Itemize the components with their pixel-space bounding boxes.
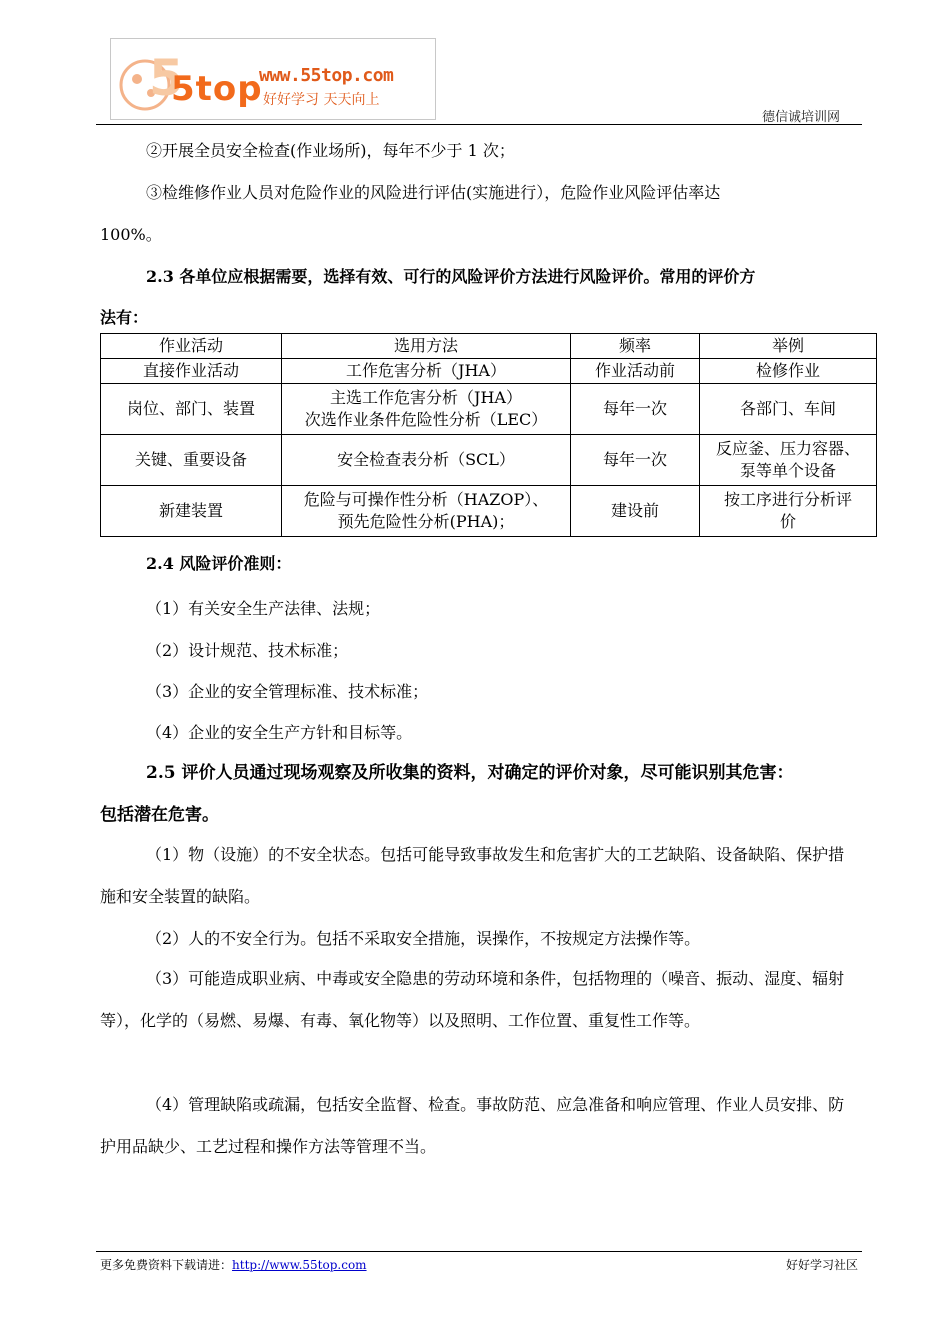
- paragraph-2a: ③检维修作业人员对危险作业的风险进行评估(实施进行），危险作业风险评估率达: [146, 183, 721, 202]
- hazard-item-3: （3）可能造成职业病、中毒或安全隐患的劳动环境和条件，包括物理的（噪音、振动、湿度、辐射等），化学的（易燃、易爆、有毒、氧化物等）以及照明、工作位置、重复性工作等。: [100, 969, 845, 1030]
- criteria-list-item: （3）企业的安全管理标准、技术标准；: [146, 682, 429, 701]
- table-cell: 作业活动前: [571, 359, 700, 384]
- footer-community: 好好学习社区: [785, 1258, 858, 1272]
- section-2-3-heading: 2.3 各单位应根据需要，选择有效、可行的风险评价方法进行风险评价。常用的评价方: [146, 267, 756, 286]
- table-cell: 按工序进行分析评 价: [700, 486, 877, 537]
- hazard-item-2: （2）人的不安全行为。包括不采取安全措施，误操作，不按规定方法操作等。: [146, 929, 701, 948]
- table-row: [101, 486, 877, 537]
- section-2-3-heading-cont: 法有：: [100, 308, 149, 327]
- footer-download-note: [100, 1256, 367, 1273]
- table-header-cell: 举例: [700, 334, 877, 359]
- header-divider: [96, 124, 862, 125]
- section-2-4-heading: 2.4 风险评价准则：: [146, 554, 292, 573]
- footer-divider: [96, 1251, 862, 1252]
- table-cell: 岗位、部门、装置: [101, 384, 282, 435]
- criteria-list-item: （2）设计规范、技术标准；: [146, 641, 349, 660]
- table-cell: 关键、重要设备: [101, 435, 282, 486]
- table-row: [101, 384, 877, 435]
- table-header-row: [101, 334, 877, 359]
- criteria-list-item: （4）企业的安全生产方针和目标等。: [146, 723, 413, 742]
- table-cell: 工作危害分析（JHA）: [282, 359, 571, 384]
- hazard-item-1: （1）物（设施）的不安全状态。包括可能导致事故发生和危害扩大的工艺缺陷、设备缺陷、保护措施和安全装置的缺陷。: [100, 845, 845, 906]
- table-cell: 每年一次: [571, 384, 700, 435]
- table-cell: 安全检查表分析（SCL）: [282, 435, 571, 486]
- table-row: [101, 435, 877, 486]
- table-cell: 主选工作危害分析（JHA） 次选作业条件危险性分析（LEC）: [282, 384, 571, 435]
- logo-brand-text: 5top: [171, 69, 263, 109]
- logo-slogan: 好好学习 天天向上: [263, 92, 380, 108]
- footer-link[interactable]: http://www.55top.com: [232, 1258, 367, 1272]
- table-cell: 每年一次: [571, 435, 700, 486]
- header-site-name: 德信诚培训网: [761, 110, 840, 125]
- section-2-5-heading: 2.5 评价人员通过现场观察及所收集的资料，对确定的评价对象，尽可能识别其危害：: [146, 763, 794, 783]
- paragraph-2b: 100%。: [100, 225, 162, 244]
- section-2-5-heading-cont: 包括潜在危害。: [100, 805, 219, 825]
- svg-text:5: 5: [149, 49, 184, 107]
- criteria-list-item: （1）有关安全生产法律、法规；: [146, 599, 381, 618]
- paragraph-1: ②开展全员安全检查(作业场所)，每年不少于 1 次；: [146, 141, 515, 160]
- table-cell: 直接作业活动: [101, 359, 282, 384]
- table-cell: 检修作业: [700, 359, 877, 384]
- table-header-cell: 选用方法: [282, 334, 571, 359]
- table-header-cell: 作业活动: [101, 334, 282, 359]
- site-logo[interactable]: [110, 38, 436, 120]
- evaluation-methods-table: [100, 333, 877, 537]
- table-cell: 危险与可操作性分析（HAZOP）、 预先危险性分析(PHA)；: [282, 486, 571, 537]
- table-cell: 建设前: [571, 486, 700, 537]
- table-cell: 反应釜、压力容器、 泵等单个设备: [700, 435, 877, 486]
- hazard-item-4: （4）管理缺陷或疏漏，包括安全监督、检查。事故防范、应急准备和响应管理、作业人员安排、防护用品缺少、工艺过程和操作方法等管理不当。: [100, 1095, 845, 1156]
- table-row: [101, 359, 877, 384]
- footer-label: 更多免费资料下载请进：: [100, 1258, 233, 1272]
- table-cell: 新建装置: [101, 486, 282, 537]
- table-header-cell: 频率: [571, 334, 700, 359]
- table-cell: 各部门、车间: [700, 384, 877, 435]
- logo-url-text: www.55top.com: [259, 65, 394, 86]
